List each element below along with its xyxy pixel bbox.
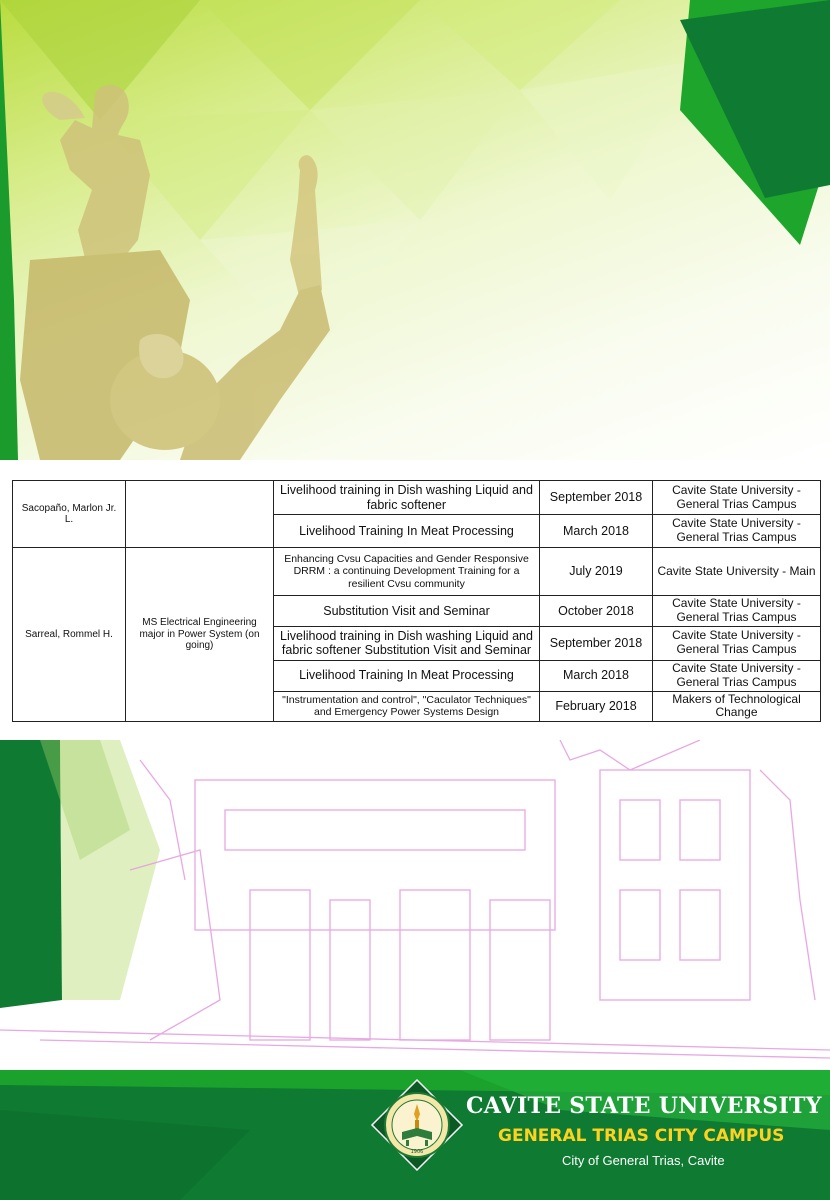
university-seal-icon (370, 1078, 464, 1172)
training-title: "Instrumentation and control", "Caculator Techniques" and Emergency Power Systems Design (274, 691, 540, 722)
training-table-container (12, 480, 820, 722)
header-background (0, 0, 830, 460)
building-background (0, 740, 830, 1080)
faculty-name: Sacopaño, Marlon Jr. L. (13, 481, 126, 548)
building-outline (0, 740, 830, 1080)
seal-year: 1906 (410, 1149, 424, 1155)
training-title: Livelihood training in Dish washing Liquid and fabric softener (274, 481, 540, 515)
training-title: Livelihood training in Dish washing Liquid and fabric softener Substitution Visit and Seminar (274, 626, 540, 660)
campus-location: City of General Trias, Cavite (562, 1153, 725, 1168)
training-date: September 2018 (540, 626, 653, 660)
training-date: October 2018 (540, 596, 653, 627)
training-title: Livelihood Training In Meat Processing (274, 660, 540, 691)
left-green-panel (0, 740, 62, 1008)
training-venue: Cavite State University - Main (653, 548, 821, 596)
faculty-degree: MS Electrical Engineering major in Power System (on going) (126, 548, 274, 722)
faculty-degree (126, 481, 274, 548)
table-row (13, 548, 821, 596)
table-row (13, 481, 821, 515)
training-date: February 2018 (540, 691, 653, 722)
training-venue: Cavite State University - General Trias Campus (653, 515, 821, 548)
university-name: CAVITE STATE UNIVERSITY (466, 1093, 822, 1119)
training-date: September 2018 (540, 481, 653, 515)
training-table (12, 480, 821, 722)
training-venue: Cavite State University - General Trias Campus (653, 481, 821, 515)
training-venue: Cavite State University - General Trias Campus (653, 596, 821, 627)
training-venue: Cavite State University - General Trias Campus (653, 660, 821, 691)
corner-decoration (0, 0, 830, 460)
training-venue: Makers of Technological Change (653, 691, 821, 722)
training-date: March 2018 (540, 515, 653, 548)
training-title: Substitution Visit and Seminar (274, 596, 540, 627)
training-date: March 2018 (540, 660, 653, 691)
training-title: Enhancing Cvsu Capacities and Gender Responsive DRRM : a continuing Development Training for a resilient Cvsu community (274, 548, 540, 596)
campus-name: GENERAL TRIAS CITY CAMPUS (498, 1126, 785, 1146)
faculty-name: Sarreal, Rommel H. (13, 548, 126, 722)
training-date: July 2019 (540, 548, 653, 596)
training-venue: Cavite State University - General Trias Campus (653, 626, 821, 660)
training-title: Livelihood Training In Meat Processing (274, 515, 540, 548)
